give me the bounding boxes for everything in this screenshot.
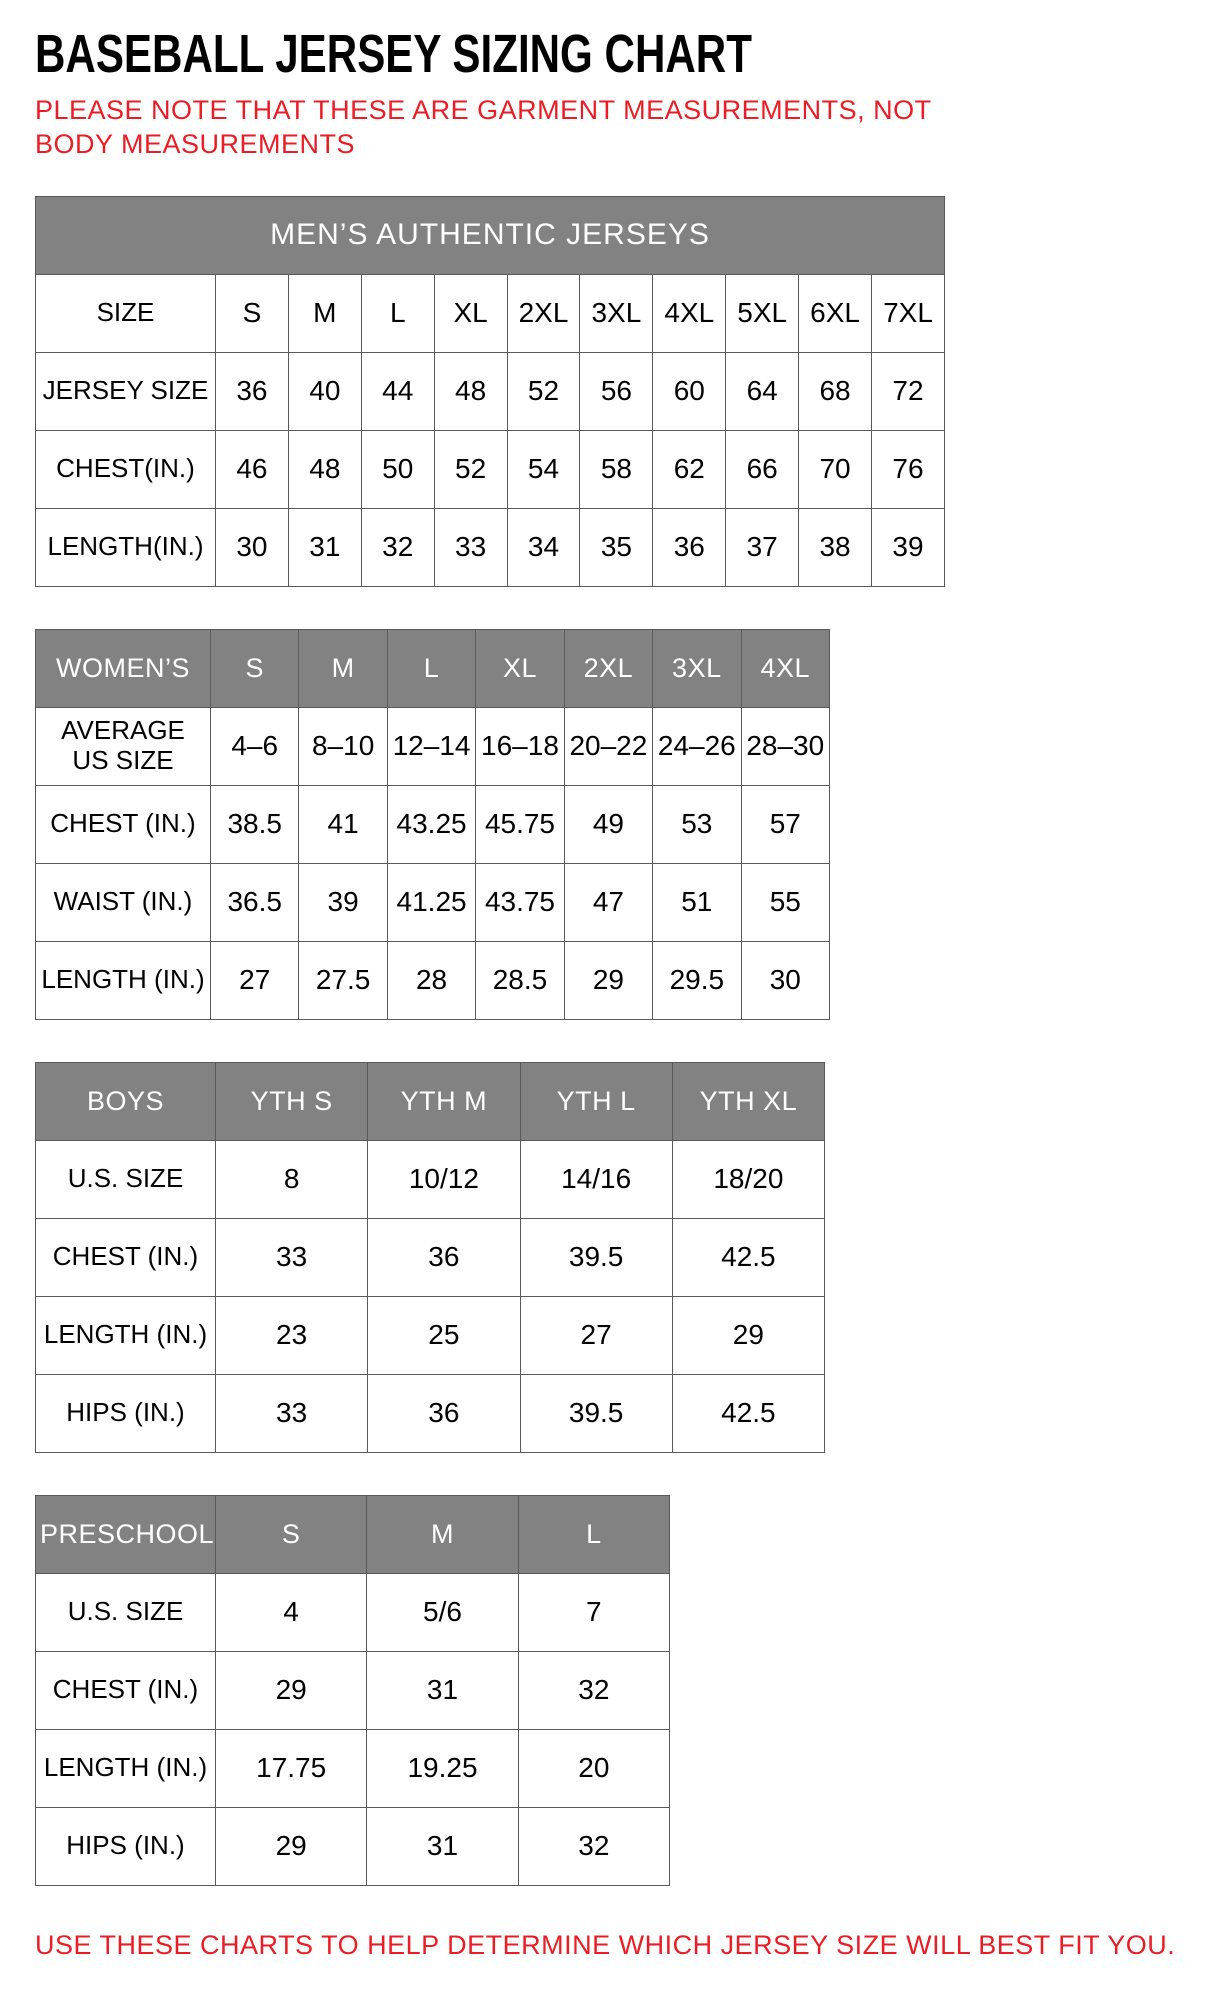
fit-advice-note: USE THESE CHARTS TO HELP DETERMINE WHICH JERSEY SIZE WILL BEST FIT YOU. [35, 1929, 1176, 1960]
row-label: U.S. SIZE [36, 1140, 216, 1218]
row-label: SIZE [36, 274, 216, 352]
data-cell: 72 [872, 352, 945, 430]
col-header: YTH XL [672, 1062, 824, 1140]
data-cell: 33 [216, 1374, 368, 1452]
data-cell: 27 [211, 941, 299, 1019]
data-cell: 29.5 [653, 941, 741, 1019]
data-cell: 8 [216, 1140, 368, 1218]
data-cell: 7XL [872, 274, 945, 352]
col-header: L [518, 1495, 669, 1573]
row-label: U.S. SIZE [36, 1573, 216, 1651]
col-header: 3XL [653, 629, 741, 707]
col-header: M [367, 1495, 518, 1573]
row-label: AVERAGE US SIZE [36, 707, 211, 785]
data-cell: 36.5 [211, 863, 299, 941]
data-cell: 35 [580, 508, 653, 586]
data-cell: 30 [216, 508, 289, 586]
data-cell: 47 [564, 863, 652, 941]
data-cell: 36 [368, 1374, 520, 1452]
table-row [36, 1296, 825, 1374]
data-cell: 39.5 [520, 1374, 672, 1452]
row-label: LENGTH (IN.) [36, 1729, 216, 1807]
data-cell: 18/20 [672, 1140, 824, 1218]
data-cell: 52 [434, 430, 507, 508]
table-row [36, 508, 945, 586]
data-cell: 24–26 [653, 707, 741, 785]
data-cell: 42.5 [672, 1374, 824, 1452]
row-label: HIPS (IN.) [36, 1807, 216, 1885]
data-cell: 30 [741, 941, 829, 1019]
preschool-table-title: PRESCHOOL [36, 1495, 216, 1573]
data-cell: 49 [564, 785, 652, 863]
data-cell: 38.5 [211, 785, 299, 863]
row-label: CHEST(IN.) [36, 430, 216, 508]
data-cell: 37 [726, 508, 799, 586]
data-cell: 60 [653, 352, 726, 430]
data-cell: 4 [216, 1573, 367, 1651]
data-cell: 33 [216, 1218, 368, 1296]
data-cell: 4XL [653, 274, 726, 352]
data-cell: 40 [288, 352, 361, 430]
row-label: LENGTH(IN.) [36, 508, 216, 586]
data-cell: 5XL [726, 274, 799, 352]
table-row [36, 352, 945, 430]
page-title [35, 26, 1185, 83]
row-label: LENGTH (IN.) [36, 941, 211, 1019]
data-cell: 23 [216, 1296, 368, 1374]
row-label: WAIST (IN.) [36, 863, 211, 941]
data-cell: 68 [799, 352, 872, 430]
data-cell: 19.25 [367, 1729, 518, 1807]
data-cell: S [216, 274, 289, 352]
data-cell: 2XL [507, 274, 580, 352]
data-cell: 29 [672, 1296, 824, 1374]
data-cell: 6XL [799, 274, 872, 352]
data-cell: 27 [520, 1296, 672, 1374]
data-cell: 39 [872, 508, 945, 586]
data-cell: 44 [361, 352, 434, 430]
data-cell: 5/6 [367, 1573, 518, 1651]
data-cell: 8–10 [299, 707, 387, 785]
data-cell: 31 [367, 1651, 518, 1729]
data-cell: 4–6 [211, 707, 299, 785]
table-header-row [36, 1062, 825, 1140]
table-row [36, 1573, 670, 1651]
table-row [36, 1651, 670, 1729]
womens-sizing-table [35, 629, 830, 1020]
row-label: HIPS (IN.) [36, 1374, 216, 1452]
data-cell: 52 [507, 352, 580, 430]
table-header-row [36, 629, 830, 707]
table-row [36, 941, 830, 1019]
table-row [36, 1140, 825, 1218]
table-row [36, 274, 945, 352]
data-cell: 29 [216, 1807, 367, 1885]
table-row [36, 1374, 825, 1452]
col-header: S [216, 1495, 367, 1573]
row-label: LENGTH (IN.) [36, 1296, 216, 1374]
data-cell: 10/12 [368, 1140, 520, 1218]
row-label: CHEST (IN.) [36, 1651, 216, 1729]
data-cell: 38 [799, 508, 872, 586]
data-cell: 62 [653, 430, 726, 508]
data-cell: 34 [507, 508, 580, 586]
data-cell: 36 [368, 1218, 520, 1296]
data-cell: 66 [726, 430, 799, 508]
data-cell: 32 [518, 1807, 669, 1885]
data-cell: 25 [368, 1296, 520, 1374]
data-cell: 16–18 [476, 707, 564, 785]
data-cell: 45.75 [476, 785, 564, 863]
data-cell: 20–22 [564, 707, 652, 785]
data-cell: 42.5 [672, 1218, 824, 1296]
col-header: YTH L [520, 1062, 672, 1140]
data-cell: 28.5 [476, 941, 564, 1019]
data-cell: 50 [361, 430, 434, 508]
data-cell: 27.5 [299, 941, 387, 1019]
col-header: YTH S [216, 1062, 368, 1140]
data-cell: 39 [299, 863, 387, 941]
data-cell: 31 [288, 508, 361, 586]
col-header: S [211, 629, 299, 707]
data-cell: 20 [518, 1729, 669, 1807]
data-cell: 33 [434, 508, 507, 586]
data-cell: 48 [434, 352, 507, 430]
data-cell: 46 [216, 430, 289, 508]
data-cell: 55 [741, 863, 829, 941]
data-cell: 54 [507, 430, 580, 508]
data-cell: 58 [580, 430, 653, 508]
data-cell: 7 [518, 1573, 669, 1651]
data-cell: 12–14 [387, 707, 475, 785]
mens-table-title: MEN’S AUTHENTIC JERSEYS [36, 196, 945, 274]
table-row [36, 1807, 670, 1885]
data-cell: 39.5 [520, 1218, 672, 1296]
col-header: M [299, 629, 387, 707]
data-cell: 32 [518, 1651, 669, 1729]
data-cell: 17.75 [216, 1729, 367, 1807]
data-cell: 36 [216, 352, 289, 430]
data-cell: 41.25 [387, 863, 475, 941]
data-cell: 29 [216, 1651, 367, 1729]
table-row [36, 785, 830, 863]
data-cell: 51 [653, 863, 741, 941]
data-cell: 43.25 [387, 785, 475, 863]
col-header: 4XL [741, 629, 829, 707]
data-cell: 31 [367, 1807, 518, 1885]
row-label: CHEST (IN.) [36, 1218, 216, 1296]
mens-sizing-table [35, 196, 945, 587]
table-row [36, 430, 945, 508]
data-cell: M [288, 274, 361, 352]
row-label: JERSEY SIZE [36, 352, 216, 430]
data-cell: 76 [872, 430, 945, 508]
data-cell: 28 [387, 941, 475, 1019]
womens-table-title: WOMEN’S [36, 629, 211, 707]
data-cell: 41 [299, 785, 387, 863]
col-header: XL [476, 629, 564, 707]
boys-sizing-table [35, 1062, 825, 1453]
boys-table-title: BOYS [36, 1062, 216, 1140]
data-cell: 48 [288, 430, 361, 508]
data-cell: 14/16 [520, 1140, 672, 1218]
data-cell: XL [434, 274, 507, 352]
table-row [36, 1729, 670, 1807]
garment-measurements-note: PLEASE NOTE THAT THESE ARE GARMENT MEASUREMENTS, NOT BODY MEASUREMENTS [35, 94, 932, 160]
data-cell: 53 [653, 785, 741, 863]
data-cell: 70 [799, 430, 872, 508]
data-cell: 32 [361, 508, 434, 586]
data-cell: 36 [653, 508, 726, 586]
col-header: L [387, 629, 475, 707]
col-header: 2XL [564, 629, 652, 707]
page-title-text: BASEBALL JERSEY SIZING CHART [35, 24, 752, 84]
data-cell: 43.75 [476, 863, 564, 941]
table-row [36, 863, 830, 941]
table-header-row [36, 1495, 670, 1573]
data-cell: L [361, 274, 434, 352]
col-header: YTH M [368, 1062, 520, 1140]
data-cell: 56 [580, 352, 653, 430]
data-cell: 3XL [580, 274, 653, 352]
data-cell: 28–30 [741, 707, 829, 785]
table-header-row [36, 196, 945, 274]
data-cell: 64 [726, 352, 799, 430]
data-cell: 29 [564, 941, 652, 1019]
preschool-sizing-table [35, 1495, 670, 1886]
row-label: CHEST (IN.) [36, 785, 211, 863]
table-row [36, 707, 830, 785]
data-cell: 57 [741, 785, 829, 863]
table-row [36, 1218, 825, 1296]
